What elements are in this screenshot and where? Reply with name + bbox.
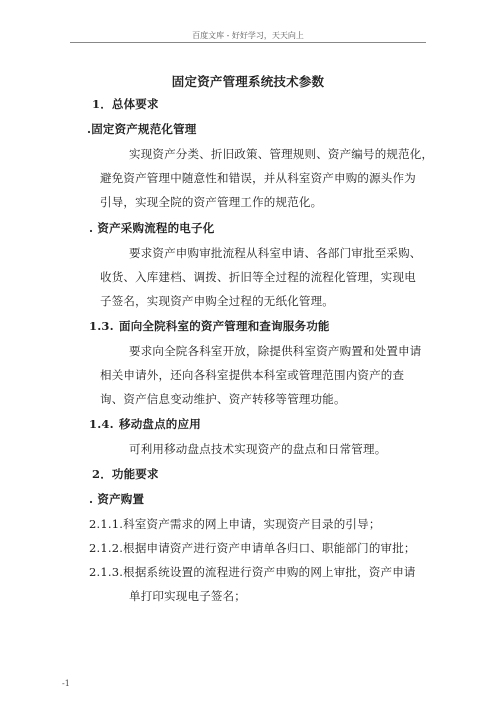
paragraph-line: 询、资产信息变动维护、资产转移等管理功能。 [100,392,346,406]
section-2-1-heading: . 资产购置 [89,492,145,506]
section-1-4-heading [89,416,201,432]
paragraph-line: 相关申请外，还向各科室提供本科室或管理范围内资产的查 [100,368,405,382]
section-2-heading: 2．功能要求 [92,467,159,481]
paragraph-line: 收货、入库建档、调拨、折旧等全过程的流程化管理，实现电 [100,270,416,284]
section-1-1-heading: .固定资产规范化管理 [87,122,197,136]
item-number: 2.1.1. [89,517,124,531]
item-number: 2.1.3. [89,565,124,579]
item-number: 2.1.2. [89,541,124,555]
item-text: 科室资产需求的网上申请，实现资产目录的引导； [123,517,381,531]
item-text: 根据系统设置的流程进行资产申购的网上审批，资产申请 [123,565,416,579]
section-1-2-heading: . 资产采购流程的电子化 [89,221,215,235]
section-number: 1.4. [89,417,114,431]
header-divider [70,42,426,43]
paragraph-line: 要求资产申购审批流程从科室申请、各部门审批至采购、 [129,246,422,260]
item-text: 根据申请资产进行资产申请单各归口、职能部门的审批； [123,541,416,555]
list-item [89,540,416,556]
page-number: -1 [62,679,70,688]
list-item-continuation: 单打印实现电子签名； [129,589,246,603]
section-title: 移动盘点的应用 [119,417,201,431]
paragraph-line: 可利用移动盘点技术实现资产的盘点和日常管理。 [129,442,387,456]
paragraph-line: 子签名，实现资产申购全过程的无纸化管理。 [100,294,334,308]
list-item [89,564,416,580]
section-number: 1.3. [89,319,114,333]
paragraph-line: 避免资产管理中随意性和错误，并从科室资产申购的源头作为 [100,171,416,185]
document-title: 固定资产管理系统技术参数 [171,74,325,89]
page-header: 百度文库 - 好好学习，天天向上 [192,31,304,40]
paragraph-line: 实现资产分类、折旧政策、管理规则、资产编号的规范化， [129,147,434,161]
section-1-3-heading [89,318,330,334]
section-title: 面向全院科室的资产管理和查询服务功能 [119,319,330,333]
list-item [89,516,381,532]
section-1-heading: 1．总体要求 [92,97,159,111]
paragraph-line: 引导，实现全院的资产管理工作的规范化。 [100,195,323,209]
paragraph-line: 要求向全院各科室开放，除提供科室资产购置和处置申请 [129,344,422,358]
